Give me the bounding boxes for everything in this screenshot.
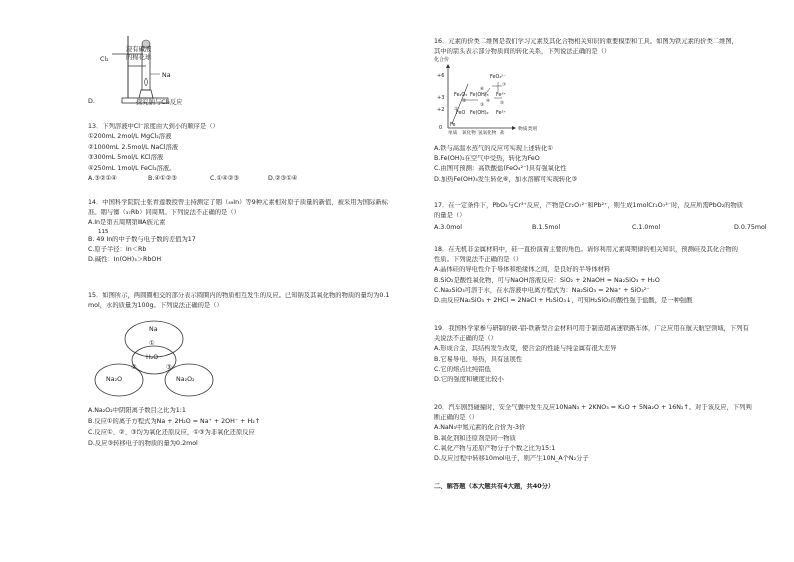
q20-option-c: C.氧化产物与还原产物分子个数之比为15:1	[434, 444, 556, 452]
q19-option-b: B.它易导电、导热，具有延展性	[434, 355, 523, 363]
q20-option-a: A.NaN₃中氮元素的化合价为-3价	[434, 424, 526, 432]
q15-stem-1: 15．如图所示，两圆圈相交的部分表示圆圈内的物质相互发生的反应。已知钠及其氧化物的物质的量均为0.1	[88, 292, 390, 299]
q16-option-c: C.由图可预测：高铁酸盐(FeO₄²⁻)具有强氧化性	[434, 165, 567, 173]
cl2-label: Cl₂	[100, 56, 109, 63]
xcat-oxide: 氧化物	[462, 131, 476, 136]
q14-option-c: C.原子半径：In＜Rb	[88, 246, 147, 254]
species-fe3: Fe³⁺	[496, 93, 506, 98]
q16-option-b: B.Fe(OH)₂在空气中受热，转化为FeO	[434, 155, 540, 163]
q13-option-d: D.②③①④	[268, 175, 298, 183]
q14-stem-2: 准。铟与铷（₃₇Rb）同周期。下列说法不正确的是（）	[88, 208, 240, 216]
q17-options	[434, 224, 794, 233]
chart-xlabel: 物质类别	[518, 127, 538, 132]
question-17	[434, 202, 794, 233]
q19-stem-1: 19．我国科学家参与研制的铍-铝-铁新型合金材料可用于制造超高速铁路车体，广泛应用在航天航空领域，下列有	[434, 325, 749, 332]
species-feoh2: Fe(OH)₂	[470, 111, 489, 116]
xcat-element: 单质	[448, 131, 458, 136]
q19-stem-2: 关说法不正确的是（）	[434, 334, 497, 342]
arrow-label-2: ②	[462, 99, 467, 104]
question-15-options	[88, 407, 448, 449]
q16-option-d: D.加热Fe(OH)₃发生转化⑥，加水溶解可实现转化③	[434, 175, 578, 183]
q15-option-a: A.Na₂O₂中阴阳离子数目之比为1:1	[88, 407, 186, 414]
q14-stem-1: 14．中国科学院院士张青莲教授曾主持测定了铟（₄₉In）等9种元素相对原子质量的新值，被采用为国际新标	[88, 199, 388, 206]
q18-stem-2: 性质。下列说法不正确的是（）	[434, 255, 523, 263]
question-14	[88, 199, 448, 265]
q13-option-b: B.④①②③	[148, 175, 177, 183]
venn-marker-1: ①	[149, 340, 155, 347]
q16-stem-2: 其中的箭头表示部分物质间的转化关系，下列说法正确的是（）	[434, 47, 611, 55]
arrow-label-1: ①	[454, 107, 459, 112]
q13-stem: 13．下列溶液中Cl⁻浓度由大到小的顺序是（）	[88, 123, 219, 130]
arrow-label-3: ③	[480, 103, 485, 108]
iron-valence-chart	[434, 57, 574, 140]
q18-option-a: A.晶体硅的导电性介于导体和绝缘体之间，是良好的半导体材料	[434, 266, 611, 274]
question-16-options	[434, 145, 794, 184]
q19-option-d: D.它的强度和硬度比较小	[434, 376, 504, 384]
q20-option-b: B.氧化剂和还原剂是同一物质	[434, 434, 516, 442]
q13-option-a: A.③②①④	[88, 175, 117, 183]
arrow-label-7: ⑦	[502, 83, 507, 88]
q20-stem-1: 20．汽车剧烈碰撞时，安全气囊中发生反应10NaN₃ + 2KNO₃ = K₂O + 5Na₂O + 16N₂↑。对于该反应，下列判	[434, 404, 752, 411]
ytick-plus6: +6	[437, 73, 445, 79]
q13-options	[88, 175, 448, 184]
right-column	[434, 0, 794, 562]
venn-marker-3: ③	[166, 364, 172, 371]
species-feoh3: Fe(OH)₃	[470, 93, 489, 98]
ytick-plus3: +3	[437, 95, 445, 101]
section-2-heading	[434, 483, 794, 492]
species-fe: Fe	[450, 123, 456, 128]
q16-option-a: A.铁与高温水蒸气的反应可实现上述转化①	[434, 145, 553, 152]
q13-item-4: ④250mL 1mol/L FeCl₃溶液。	[88, 164, 176, 172]
q17-option-b: B.1.5mol	[532, 224, 561, 232]
venn-h2o: H₂O	[146, 354, 159, 361]
chart-ylabel: 化合价	[434, 57, 450, 63]
question-18	[434, 246, 794, 306]
q18-option-b: B.SiO₂是酸性氧化物，可与NaOH溶液反应：SiO₂ + 2NaOH = Na₂SiO₃ + H₂O	[434, 276, 660, 284]
q14-option-a: A.In是第五周期第ⅢA族元素	[88, 219, 166, 227]
q15-option-c: C.反应①、②、③均为氧化还原反应，①③为非氧化还原反应	[88, 428, 255, 436]
species-feo4: FeO₄²⁻	[490, 75, 506, 80]
option-d-label: D.	[88, 98, 95, 105]
ytick-zero: 0	[439, 125, 443, 131]
q13-option-c: C.①④②③	[210, 175, 239, 183]
q17-stem-2: 的量是（）	[434, 211, 466, 219]
q20-stem-2: 断正确的是（）	[434, 413, 479, 421]
xcat-salt: 盐	[500, 131, 505, 136]
q15-option-b: B.反应①的离子方程式为Na + 2H₂O = Na⁺ + 2OH⁻ + H₂↑	[88, 417, 260, 425]
question-20	[434, 404, 794, 464]
q17-stem-1: 17．在一定条件下，PbO₂与Cr³⁺反应，产物是Cr₂O₇²⁻和Pb²⁺，则生成1molCr₂O₇²⁻时，反应所需PbO₂的物质	[434, 202, 744, 209]
q18-option-c: C.Na₂SiO₃可溶于水，在水溶液中电离方程式为：Na₂SiO₃ = 2Na⁺ + SiO₃²⁻	[434, 286, 650, 294]
species-fe2: Fe²⁺	[496, 111, 506, 116]
venn-marker-2: ②	[131, 364, 137, 371]
xcat-hydroxide: 氢氧化物	[478, 131, 497, 136]
q15-option-d: D.反应③转移电子的物质的量为0.2mol	[88, 439, 198, 447]
q17-option-d: D.0.75mol	[734, 224, 767, 232]
venn-na2o: Na₂O	[106, 376, 123, 383]
q18-stem-1: 18．在无机非金属材料中，硅一直扮演着主要的角色。请你利用元素周期律的相关知识，预测硅及其化合物的	[434, 246, 738, 253]
question-16	[434, 38, 794, 56]
q13-item-1: ①200mL 2mol/L MgCl₂溶液	[88, 133, 172, 141]
cotton-label-1: 浸有碱液	[126, 46, 152, 53]
q14-option-d: D.碱性：In(OH)₃＞RbOH	[88, 256, 162, 264]
apparatus-figure	[88, 26, 448, 112]
question-15	[88, 292, 448, 310]
arrow-label-5: ⑤	[500, 101, 505, 106]
q13-item-2: ②1000mL 2.5mol/L NaCl溶液	[88, 143, 179, 151]
q19-option-c: C.它的熔点比纯铝低	[434, 365, 491, 373]
ytick-plus2: +2	[437, 107, 445, 113]
venn-na2o2: Na₂O₂	[176, 376, 195, 383]
q16-stem-1: 16．元素的价类二维图是我们学习元素及其化合物相关知识的重要模型和工具。如图为铁元素的价类二维图，	[434, 38, 738, 45]
cotton-label-2: 的棉花球	[126, 54, 152, 61]
question-13	[88, 123, 448, 184]
q17-option-a: A.3.0mol	[434, 224, 462, 232]
left-column	[88, 0, 448, 562]
q13-item-3: ③300mL 5mol/L KCl溶液	[88, 154, 164, 162]
q14-option-b: B. 49 In的中子数与电子数的差值为17	[88, 235, 196, 243]
q20-option-d: D.反应过程中转移10mol电子，则产生10N_A个N₂分子	[434, 455, 589, 463]
venn-na: Na	[149, 326, 158, 333]
question-19	[434, 325, 794, 385]
q19-option-a: A.形成合金，其结构发生改变，使合金的性能与纯金属有很大差异	[434, 345, 617, 353]
arrow-label-6: ⑥	[480, 87, 485, 92]
q14-option-b-mass: 115	[98, 228, 109, 235]
na-label: Na	[162, 72, 171, 79]
species-fe2o3: Fe₂O₃	[454, 93, 468, 98]
figure-caption: 探究钠与Cl₂反应	[136, 99, 183, 106]
arrow-label-4: ④	[486, 99, 491, 104]
species-feo: FeO	[456, 111, 466, 116]
section-2-title: 二、解答题（本大题共有4大题，共40分）	[434, 483, 555, 490]
q15-stem-2: mol，水的质量为100g。下列说法正确的是（）	[88, 301, 223, 309]
q18-option-d: D.由反应Na₂SiO₃ + 2HCl = 2NaCl + H₂SiO₃↓，可知H₂SiO₃的酸性强于盐酸，是一种强酸	[434, 297, 693, 305]
q17-option-c: C.1.0mol	[632, 224, 661, 232]
